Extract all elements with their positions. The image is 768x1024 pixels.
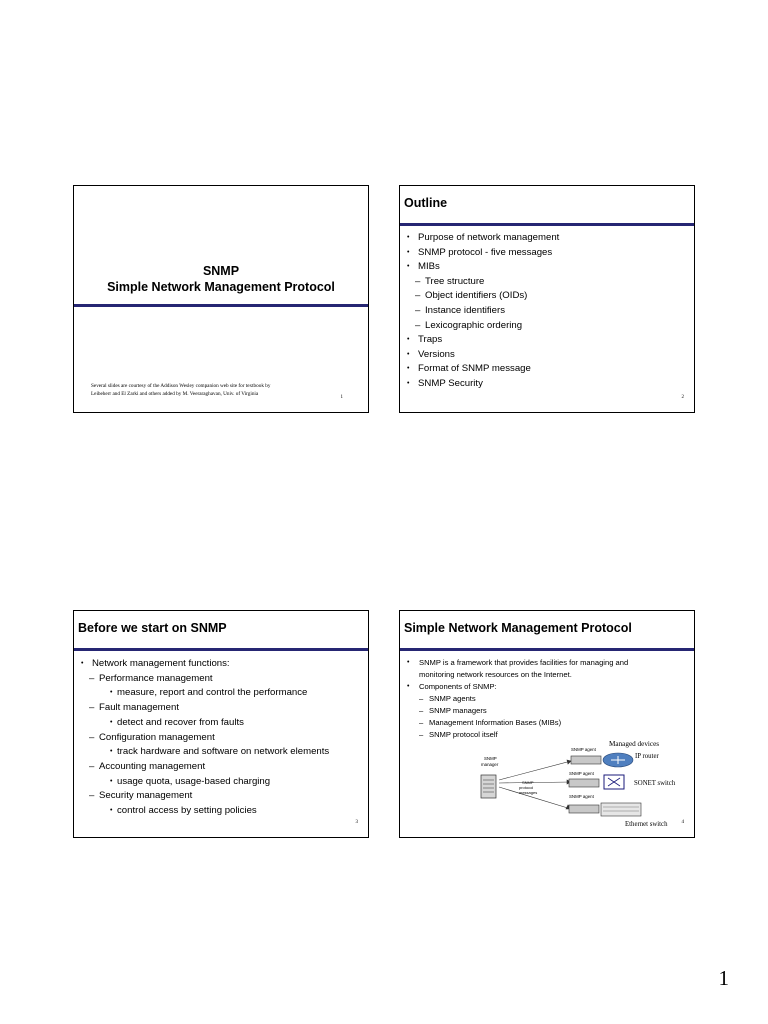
bullet-item: • Components of SNMP:: [404, 681, 628, 693]
heading-rule: [74, 648, 368, 651]
bullet-list: [404, 657, 628, 741]
bullet-item: • SNMP is a framework that provides facilities for managing and: [404, 657, 628, 669]
slide-number: 4: [681, 820, 684, 825]
bullet-item: • Purpose of network management: [404, 231, 559, 246]
sub-bullet-item: – Object identifiers (OIDs): [404, 289, 559, 304]
messages-label-3: messages: [519, 790, 538, 795]
sub-bullet-item: – Performance management: [78, 672, 329, 687]
ethernet-switch-label: Ethernet switch: [625, 821, 668, 828]
bullet-item: • MIBs: [404, 260, 559, 275]
sub-bullet-item: – Accounting management: [78, 760, 329, 775]
sub-bullet-item: – Management Information Bases (MIBs): [404, 717, 628, 729]
ip-router-label: IP router: [635, 753, 659, 760]
sub-bullet-item: • measure, report and control the performance: [78, 686, 329, 701]
sub-bullet-item: • usage quota, usage-based charging: [78, 775, 329, 790]
snmp-architecture-figure: [475, 739, 690, 834]
sub-bullet-item: – Instance identifiers: [404, 304, 559, 319]
bullet-item: • SNMP Security: [404, 377, 559, 392]
sonet-switch-label: SONET switch: [634, 780, 676, 787]
agent-module-icon: [571, 756, 601, 764]
managed-devices-label: Managed devices: [609, 740, 660, 748]
sub-bullet-item: • detect and recover from faults: [78, 716, 329, 731]
manager-label-2: manager: [481, 762, 499, 767]
slide-1: [73, 185, 369, 413]
bullet-item: • Traps: [404, 333, 559, 348]
slide-3: [73, 610, 369, 838]
heading-rule: [400, 223, 694, 226]
agent-label: SNMP agent: [569, 771, 594, 776]
credit-line-1: Several slides are courtesy of the Addison Wesley companion web site for textbook by: [91, 383, 271, 389]
slide-1-title: [74, 263, 368, 295]
heading-rule: [400, 648, 694, 651]
slide-1-credit: [91, 383, 270, 398]
agent-module-icon: [569, 805, 599, 813]
title-line-1: SNMP: [202, 264, 240, 278]
sub-bullet-item: – Fault management: [78, 701, 329, 716]
bullet-list: [404, 231, 559, 392]
slide-heading: Outline: [404, 196, 448, 210]
sub-bullet-item: • track hardware and software on network elements: [78, 745, 329, 760]
title-line-2: Simple Network Management Protocol: [107, 280, 335, 294]
slide-4: [399, 610, 695, 838]
agent-label: SNMP agent: [569, 794, 594, 799]
slide-2: [399, 185, 695, 413]
sub-bullet-item: – Configuration management: [78, 731, 329, 746]
slide-number: 1: [340, 395, 343, 400]
sub-bullet-item: – SNMP managers: [404, 705, 628, 717]
slide-number: 2: [681, 395, 684, 400]
bullet-list: [78, 657, 329, 819]
messages-label-2: protocol: [519, 785, 534, 790]
bullet-item: • Network management functions:: [78, 657, 329, 672]
messages-label-1: SNMP: [522, 780, 534, 785]
bullet-item: • Versions: [404, 348, 559, 363]
slide-heading: Simple Network Management Protocol: [404, 621, 632, 635]
slide-number: 3: [355, 820, 358, 825]
sub-bullet-item: – Lexicographic ordering: [404, 319, 559, 334]
sub-bullet-item: – SNMP agents: [404, 693, 628, 705]
sub-bullet-item: – SNMP protocol itself: [404, 729, 628, 741]
bullet-item: • Format of SNMP message: [404, 362, 559, 377]
message-arrows: [499, 760, 571, 809]
ip-router-icon: [603, 753, 633, 767]
manager-label-1: SNMP: [484, 756, 497, 761]
agent-module-icon: [569, 779, 599, 787]
page-number: 1: [718, 966, 729, 990]
bullet-item: • SNMP protocol - five messages: [404, 246, 559, 261]
title-rule: [74, 304, 368, 307]
credit-line-2: Leibeherr and El Zarki and others added by M. Veeraraghavan, Univ. of Virginia: [91, 390, 259, 397]
sub-bullet-item: – Security management: [78, 789, 329, 804]
agent-label: SNMP agent: [571, 747, 596, 752]
sub-bullet-item: • control access by setting policies: [78, 804, 329, 819]
sonet-switch-icon: [604, 775, 624, 789]
ethernet-switch-icon: [601, 803, 641, 816]
bullet-continuation: monitoring network resources on the Internet.: [419, 670, 572, 679]
sub-bullet-item: – Tree structure: [404, 275, 559, 290]
slide-heading: Before we start on SNMP: [78, 621, 227, 635]
manager-server-icon: [481, 775, 496, 798]
